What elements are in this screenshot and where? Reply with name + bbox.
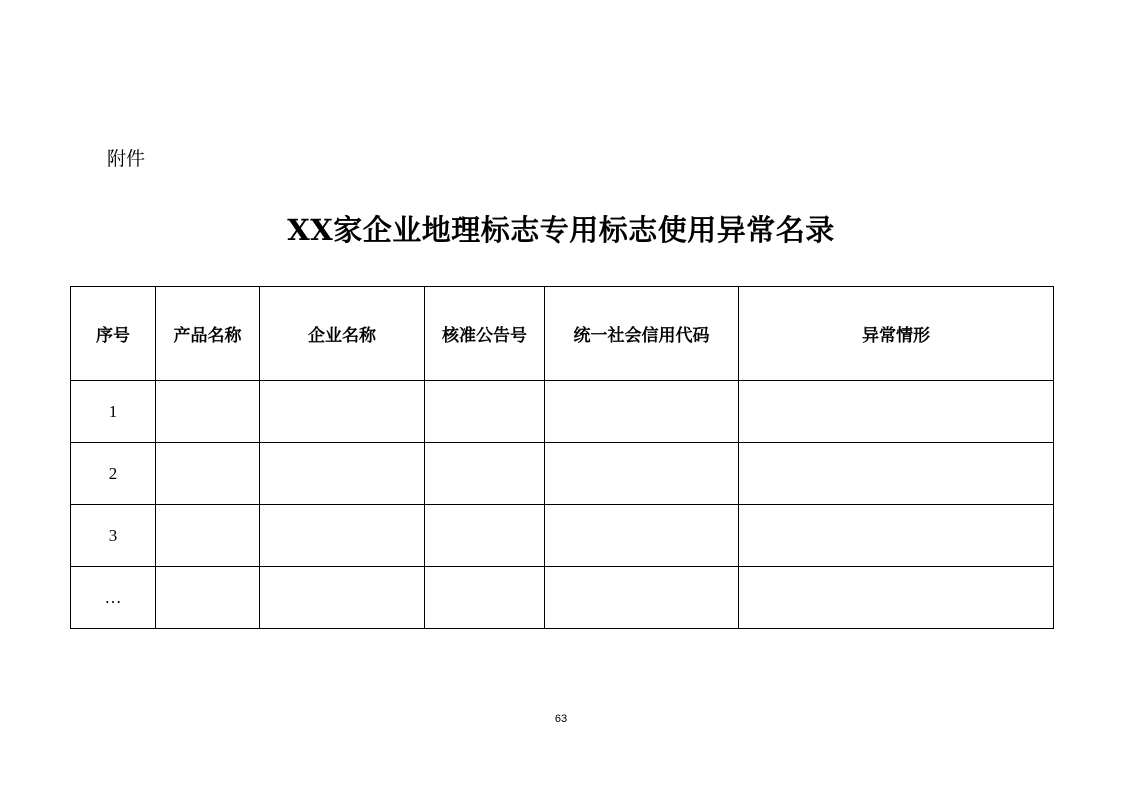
cell-product-name (156, 505, 260, 567)
cell-abnormal-situation (739, 567, 1054, 629)
column-header-abnormal-situation: 异常情形 (739, 287, 1054, 381)
cell-product-name (156, 381, 260, 443)
column-header-credit-code: 统一社会信用代码 (545, 287, 739, 381)
cell-seq: 3 (71, 505, 156, 567)
cell-approval-number (425, 443, 545, 505)
cell-credit-code (545, 505, 739, 567)
document-title: XX家企业地理标志专用标志使用异常名录 (287, 213, 835, 247)
abnormal-usage-table (70, 286, 1054, 629)
column-header-product-name: 产品名称 (156, 287, 260, 381)
cell-product-name (156, 567, 260, 629)
cell-seq: 2 (71, 443, 156, 505)
attachment-label: 附件 (107, 148, 146, 170)
cell-product-name (156, 443, 260, 505)
table-row (71, 505, 1054, 567)
table-row (71, 381, 1054, 443)
cell-approval-number (425, 505, 545, 567)
table-row (71, 567, 1054, 629)
cell-approval-number (425, 381, 545, 443)
cell-seq: 1 (71, 381, 156, 443)
table-row (71, 443, 1054, 505)
cell-enterprise-name (260, 505, 425, 567)
cell-enterprise-name (260, 567, 425, 629)
column-header-seq: 序号 (71, 287, 156, 381)
cell-credit-code (545, 567, 739, 629)
header-row (71, 287, 1054, 381)
cell-credit-code (545, 381, 739, 443)
column-header-approval-number: 核准公告号 (425, 287, 545, 381)
cell-abnormal-situation (739, 505, 1054, 567)
cell-enterprise-name (260, 443, 425, 505)
cell-credit-code (545, 443, 739, 505)
cell-approval-number (425, 567, 545, 629)
table-body (71, 381, 1054, 629)
cell-seq: … (71, 567, 156, 629)
column-header-enterprise-name: 企业名称 (260, 287, 425, 381)
cell-enterprise-name (260, 381, 425, 443)
table-header (71, 287, 1054, 381)
page-number: 63 (554, 713, 568, 725)
cell-abnormal-situation (739, 381, 1054, 443)
cell-abnormal-situation (739, 443, 1054, 505)
